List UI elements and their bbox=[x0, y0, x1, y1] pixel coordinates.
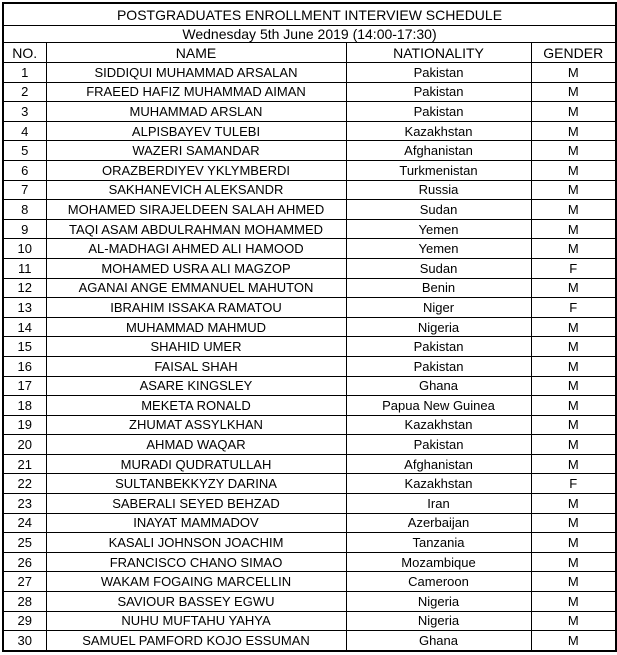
table-row bbox=[3, 317, 616, 337]
cell-nationality: Niger bbox=[346, 298, 531, 318]
cell-gender: M bbox=[531, 121, 616, 141]
cell-no: 19 bbox=[3, 415, 46, 435]
cell-nationality: Kazakhstan bbox=[346, 474, 531, 494]
table-date: Wednesday 5th June 2019 (14:00-17:30) bbox=[3, 26, 616, 43]
cell-nationality: Yemen bbox=[346, 219, 531, 239]
cell-gender: M bbox=[531, 337, 616, 357]
table-row bbox=[3, 160, 616, 180]
cell-name: SAKHANEVICH ALEKSANDR bbox=[46, 180, 346, 200]
cell-gender: M bbox=[531, 494, 616, 514]
title-row bbox=[3, 3, 616, 26]
cell-name: AGANAI ANGE EMMANUEL MAHUTON bbox=[46, 278, 346, 298]
cell-gender: M bbox=[531, 631, 616, 651]
table-row bbox=[3, 474, 616, 494]
table-row bbox=[3, 454, 616, 474]
cell-nationality: Sudan bbox=[346, 258, 531, 278]
table-row bbox=[3, 356, 616, 376]
cell-gender: F bbox=[531, 474, 616, 494]
cell-name: ALPISBAYEV TULEBI bbox=[46, 121, 346, 141]
cell-name: AHMAD WAQAR bbox=[46, 435, 346, 455]
cell-nationality: Afghanistan bbox=[346, 141, 531, 161]
cell-gender: M bbox=[531, 572, 616, 592]
column-header-no: NO. bbox=[3, 43, 46, 63]
cell-name: SAVIOUR BASSEY EGWU bbox=[46, 592, 346, 612]
cell-nationality: Pakistan bbox=[346, 435, 531, 455]
cell-name: ORAZBERDIYEV YKLYMBERDI bbox=[46, 160, 346, 180]
cell-no: 27 bbox=[3, 572, 46, 592]
cell-nationality: Ghana bbox=[346, 631, 531, 651]
cell-name: ZHUMAT ASSYLKHAN bbox=[46, 415, 346, 435]
cell-nationality: Papua New Guinea bbox=[346, 396, 531, 416]
cell-gender: M bbox=[531, 160, 616, 180]
cell-nationality: Pakistan bbox=[346, 102, 531, 122]
cell-gender: M bbox=[531, 239, 616, 259]
table-row bbox=[3, 415, 616, 435]
cell-nationality: Cameroon bbox=[346, 572, 531, 592]
cell-nationality: Russia bbox=[346, 180, 531, 200]
cell-no: 6 bbox=[3, 160, 46, 180]
cell-nationality: Sudan bbox=[346, 200, 531, 220]
cell-no: 16 bbox=[3, 356, 46, 376]
cell-name: TAQI ASAM ABDULRAHMAN MOHAMMED bbox=[46, 219, 346, 239]
table-row bbox=[3, 592, 616, 612]
cell-name: SULTANBEKKYZY DARINA bbox=[46, 474, 346, 494]
table-row bbox=[3, 141, 616, 161]
cell-name: WAZERI SAMANDAR bbox=[46, 141, 346, 161]
cell-name: FAISAL SHAH bbox=[46, 356, 346, 376]
cell-name: SAMUEL PAMFORD KOJO ESSUMAN bbox=[46, 631, 346, 651]
cell-no: 29 bbox=[3, 611, 46, 631]
cell-name: KASALI JOHNSON JOACHIM bbox=[46, 533, 346, 553]
cell-nationality: Pakistan bbox=[346, 337, 531, 357]
cell-name: MEKETA RONALD bbox=[46, 396, 346, 416]
cell-no: 9 bbox=[3, 219, 46, 239]
cell-gender: M bbox=[531, 435, 616, 455]
cell-no: 12 bbox=[3, 278, 46, 298]
cell-name: MUHAMMAD MAHMUD bbox=[46, 317, 346, 337]
cell-gender: M bbox=[531, 102, 616, 122]
cell-gender: M bbox=[531, 180, 616, 200]
date-row bbox=[3, 26, 616, 43]
cell-nationality: Pakistan bbox=[346, 356, 531, 376]
cell-no: 18 bbox=[3, 396, 46, 416]
cell-gender: M bbox=[531, 317, 616, 337]
cell-gender: M bbox=[531, 592, 616, 612]
cell-gender: M bbox=[531, 376, 616, 396]
cell-gender: M bbox=[531, 356, 616, 376]
table-row bbox=[3, 200, 616, 220]
table-row bbox=[3, 180, 616, 200]
table-row bbox=[3, 513, 616, 533]
cell-nationality: Azerbaijan bbox=[346, 513, 531, 533]
cell-nationality: Yemen bbox=[346, 239, 531, 259]
cell-nationality: Pakistan bbox=[346, 63, 531, 83]
cell-name: AL-MADHAGI AHMED ALI HAMOOD bbox=[46, 239, 346, 259]
cell-nationality: Afghanistan bbox=[346, 454, 531, 474]
cell-nationality: Turkmenistan bbox=[346, 160, 531, 180]
table-row bbox=[3, 396, 616, 416]
cell-name: FRANCISCO CHANO SIMAO bbox=[46, 552, 346, 572]
cell-nationality: Kazakhstan bbox=[346, 121, 531, 141]
cell-gender: M bbox=[531, 82, 616, 102]
table-row bbox=[3, 258, 616, 278]
cell-no: 26 bbox=[3, 552, 46, 572]
cell-no: 10 bbox=[3, 239, 46, 259]
cell-nationality: Pakistan bbox=[346, 82, 531, 102]
table-row bbox=[3, 102, 616, 122]
cell-gender: F bbox=[531, 298, 616, 318]
cell-no: 24 bbox=[3, 513, 46, 533]
cell-nationality: Kazakhstan bbox=[346, 415, 531, 435]
cell-no: 13 bbox=[3, 298, 46, 318]
cell-no: 22 bbox=[3, 474, 46, 494]
cell-gender: M bbox=[531, 611, 616, 631]
table-row bbox=[3, 494, 616, 514]
cell-no: 7 bbox=[3, 180, 46, 200]
cell-no: 30 bbox=[3, 631, 46, 651]
cell-gender: M bbox=[531, 63, 616, 83]
cell-nationality: Ghana bbox=[346, 376, 531, 396]
cell-no: 25 bbox=[3, 533, 46, 553]
cell-name: SABERALI SEYED BEHZAD bbox=[46, 494, 346, 514]
cell-no: 20 bbox=[3, 435, 46, 455]
cell-gender: M bbox=[531, 454, 616, 474]
table-row bbox=[3, 239, 616, 259]
cell-nationality: Nigeria bbox=[346, 611, 531, 631]
table-row bbox=[3, 631, 616, 651]
cell-name: ASARE KINGSLEY bbox=[46, 376, 346, 396]
table-row bbox=[3, 63, 616, 83]
column-header-row bbox=[3, 43, 616, 63]
table-row bbox=[3, 572, 616, 592]
cell-name: FRAEED HAFIZ MUHAMMAD AIMAN bbox=[46, 82, 346, 102]
cell-no: 17 bbox=[3, 376, 46, 396]
cell-no: 8 bbox=[3, 200, 46, 220]
table-row bbox=[3, 82, 616, 102]
table-row bbox=[3, 219, 616, 239]
cell-nationality: Mozambique bbox=[346, 552, 531, 572]
cell-no: 14 bbox=[3, 317, 46, 337]
table-row bbox=[3, 121, 616, 141]
table-title: POSTGRADUATES ENROLLMENT INTERVIEW SCHEDULE bbox=[3, 3, 616, 26]
cell-name: MOHAMED USRA ALI MAGZOP bbox=[46, 258, 346, 278]
cell-nationality: Tanzania bbox=[346, 533, 531, 553]
cell-gender: M bbox=[531, 533, 616, 553]
column-header-gender: GENDER bbox=[531, 43, 616, 63]
table-row bbox=[3, 337, 616, 357]
cell-no: 3 bbox=[3, 102, 46, 122]
cell-no: 2 bbox=[3, 82, 46, 102]
cell-no: 4 bbox=[3, 121, 46, 141]
cell-gender: M bbox=[531, 278, 616, 298]
table-row bbox=[3, 376, 616, 396]
cell-gender: M bbox=[531, 141, 616, 161]
table-row bbox=[3, 298, 616, 318]
column-header-nationality: NATIONALITY bbox=[346, 43, 531, 63]
cell-name: INAYAT MAMMADOV bbox=[46, 513, 346, 533]
cell-gender: F bbox=[531, 258, 616, 278]
cell-no: 21 bbox=[3, 454, 46, 474]
table-row bbox=[3, 435, 616, 455]
cell-nationality: Iran bbox=[346, 494, 531, 514]
cell-gender: M bbox=[531, 552, 616, 572]
table-row bbox=[3, 611, 616, 631]
cell-name: MOHAMED SIRAJELDEEN SALAH AHMED bbox=[46, 200, 346, 220]
cell-name: WAKAM FOGAING MARCELLIN bbox=[46, 572, 346, 592]
table-row bbox=[3, 533, 616, 553]
cell-name: SIDDIQUI MUHAMMAD ARSALAN bbox=[46, 63, 346, 83]
schedule-table bbox=[2, 2, 617, 652]
cell-name: IBRAHIM ISSAKA RAMATOU bbox=[46, 298, 346, 318]
cell-no: 28 bbox=[3, 592, 46, 612]
cell-no: 1 bbox=[3, 63, 46, 83]
cell-gender: M bbox=[531, 513, 616, 533]
cell-no: 5 bbox=[3, 141, 46, 161]
cell-gender: M bbox=[531, 396, 616, 416]
cell-no: 15 bbox=[3, 337, 46, 357]
cell-no: 11 bbox=[3, 258, 46, 278]
cell-nationality: Nigeria bbox=[346, 592, 531, 612]
cell-name: MUHAMMAD ARSLAN bbox=[46, 102, 346, 122]
table-row bbox=[3, 278, 616, 298]
cell-gender: M bbox=[531, 415, 616, 435]
cell-gender: M bbox=[531, 219, 616, 239]
cell-gender: M bbox=[531, 200, 616, 220]
table-row bbox=[3, 552, 616, 572]
cell-no: 23 bbox=[3, 494, 46, 514]
cell-nationality: Benin bbox=[346, 278, 531, 298]
cell-nationality: Nigeria bbox=[346, 317, 531, 337]
cell-name: MURADI QUDRATULLAH bbox=[46, 454, 346, 474]
column-header-name: NAME bbox=[46, 43, 346, 63]
cell-name: NUHU MUFTAHU YAHYA bbox=[46, 611, 346, 631]
cell-name: SHAHID UMER bbox=[46, 337, 346, 357]
